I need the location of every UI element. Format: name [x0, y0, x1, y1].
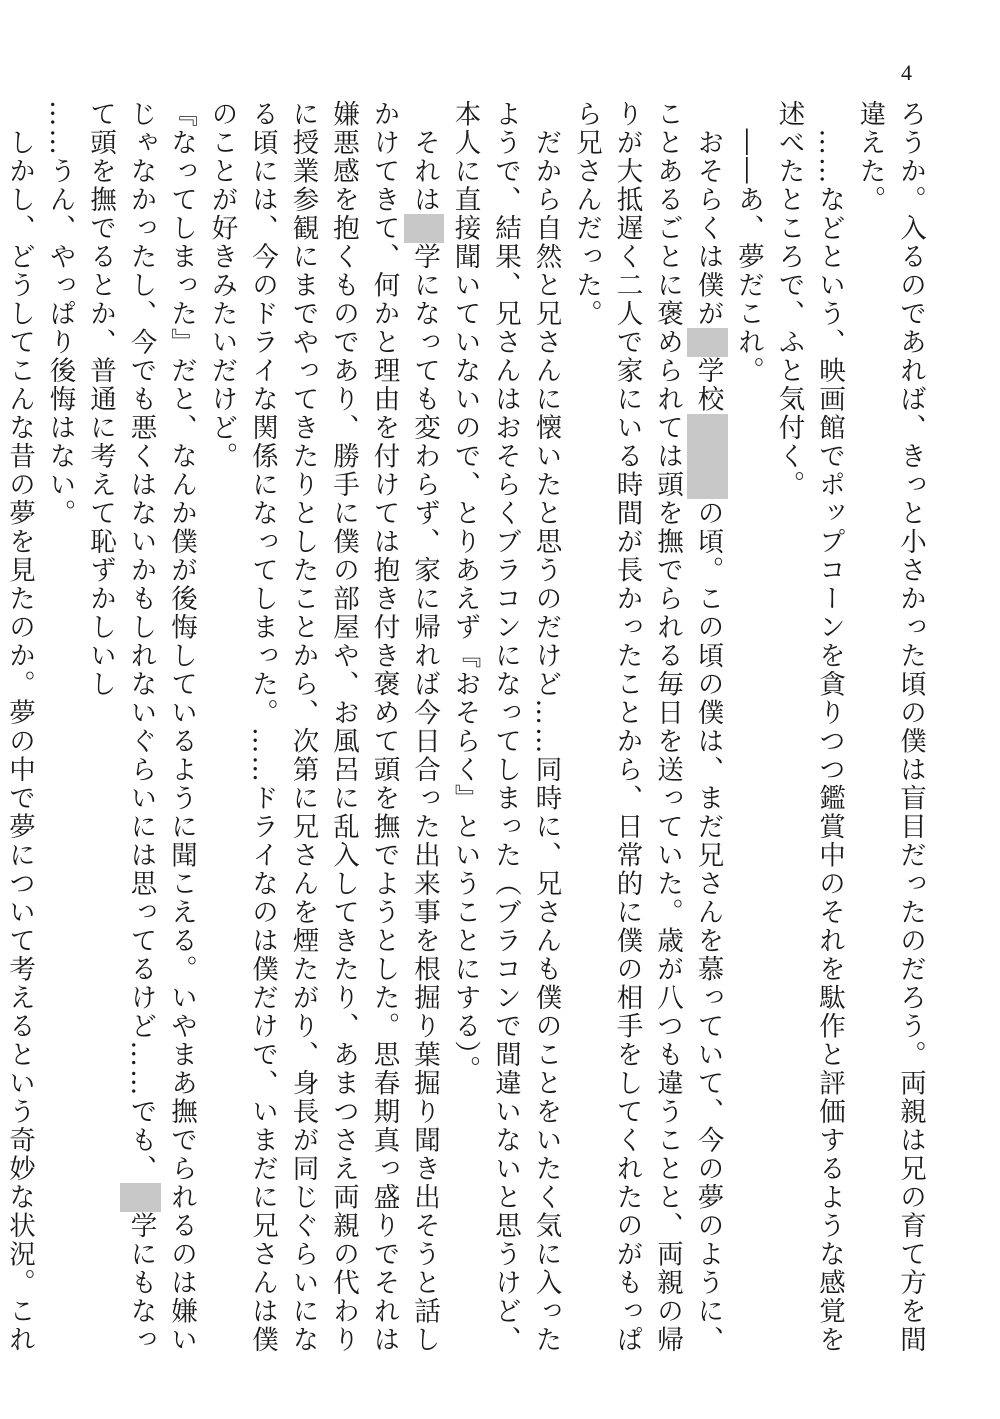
redaction-block — [687, 328, 728, 357]
paragraph-text: それは — [409, 100, 440, 214]
redaction-block — [120, 1183, 161, 1212]
redaction-block — [404, 214, 445, 243]
paragraph — [39, 100, 80, 1360]
paragraph-text: おそらくは僕が — [692, 100, 724, 328]
paragraph-text: ――あ、夢だこれ。 — [733, 100, 764, 385]
paragraph-text: 学にもなって頭を撫でるとか、普通に考えて恥ずかしいし — [85, 100, 157, 1354]
paragraph-text: 学になっても変わらず、家に帰れば今日合った出来事を根掘り葉掘り聞き出そうと話しかけてきて、何かと理由を付けては抱き付き褒めて頭を撫でようとした。思春期真っ盛りでそれは嫌悪感を抱くものであり、勝手に僕の部屋や、お風呂に乱入してきたり、あまつさえ両親の代わりに授業参観にまでやってきたりとしたことから、次第に兄さんを煙たがり、身長が同じぐらいになる頃には、今のドライな関係になってしまった。……ドライなのは僕だけで、いまだに兄さんは僕のことが好きみたいだけど。 — [206, 100, 440, 1354]
paragraph — [849, 100, 930, 1360]
paragraph-text: だから自然と兄さんに懐いたと思うのだけど……同時に、兄さんも僕のことをいたく気に入ったようで、結果、兄さんはおそらくブラコンになってしまった（ブラコンで間違いないと思うけど、本人に直接聞いていないので、とりあえず『おそらく』ということにする）。 — [449, 100, 562, 1354]
paragraph — [201, 100, 444, 1360]
paragraph-text: 学校 — [692, 356, 724, 414]
paragraph — [566, 100, 728, 1360]
redaction-block — [687, 414, 728, 500]
paragraph-text: ……うん、やっぱり後悔はない。 — [44, 100, 76, 528]
vertical-text-body — [4, 100, 930, 1360]
paragraph-text: しかし、どうしてこんな昔の夢を見たのか。夢の中で夢について考えるという奇妙な状況。これ — [4, 128, 35, 1354]
paragraph — [768, 100, 849, 1360]
paragraph — [80, 100, 202, 1360]
paragraph — [728, 100, 769, 1360]
paragraph-text: ……などという、映画館でポップコーンを貪りつつ鑑賞中のそれを駄作と評価するような感覚を述べたところで、ふと気付く。 — [773, 100, 845, 1354]
paragraph — [444, 100, 566, 1360]
paragraph-text: ろうか。入るのであれば、きっと小さかった頃の僕は盲目だったのだろう。両親は兄の育て方を間違えた。 — [854, 100, 926, 1354]
page-number: 4 — [901, 60, 912, 85]
paragraph-text: 『なってしまった』だと、なんか僕が後悔しているように聞こえる。いやまあ撫でられるのは嫌いじゃなかったし、今でも悪くはないかもしれないぐらいには思ってるけど……でも、 — [125, 100, 197, 1354]
paragraph — [0, 100, 39, 1360]
paragraph-text: の頃。この頃の僕は、まだ兄さんを慕っていて、今の夢のように、ことあるごとに褒められては頭を撫でられる毎日を送っていた。歳が八つも違うことと、両親の帰りが大抵遅く二人で家にいる時間が長かったことから、日常的に僕の相手をしてくれたのがもっぱら兄さんだった。 — [571, 100, 724, 1354]
